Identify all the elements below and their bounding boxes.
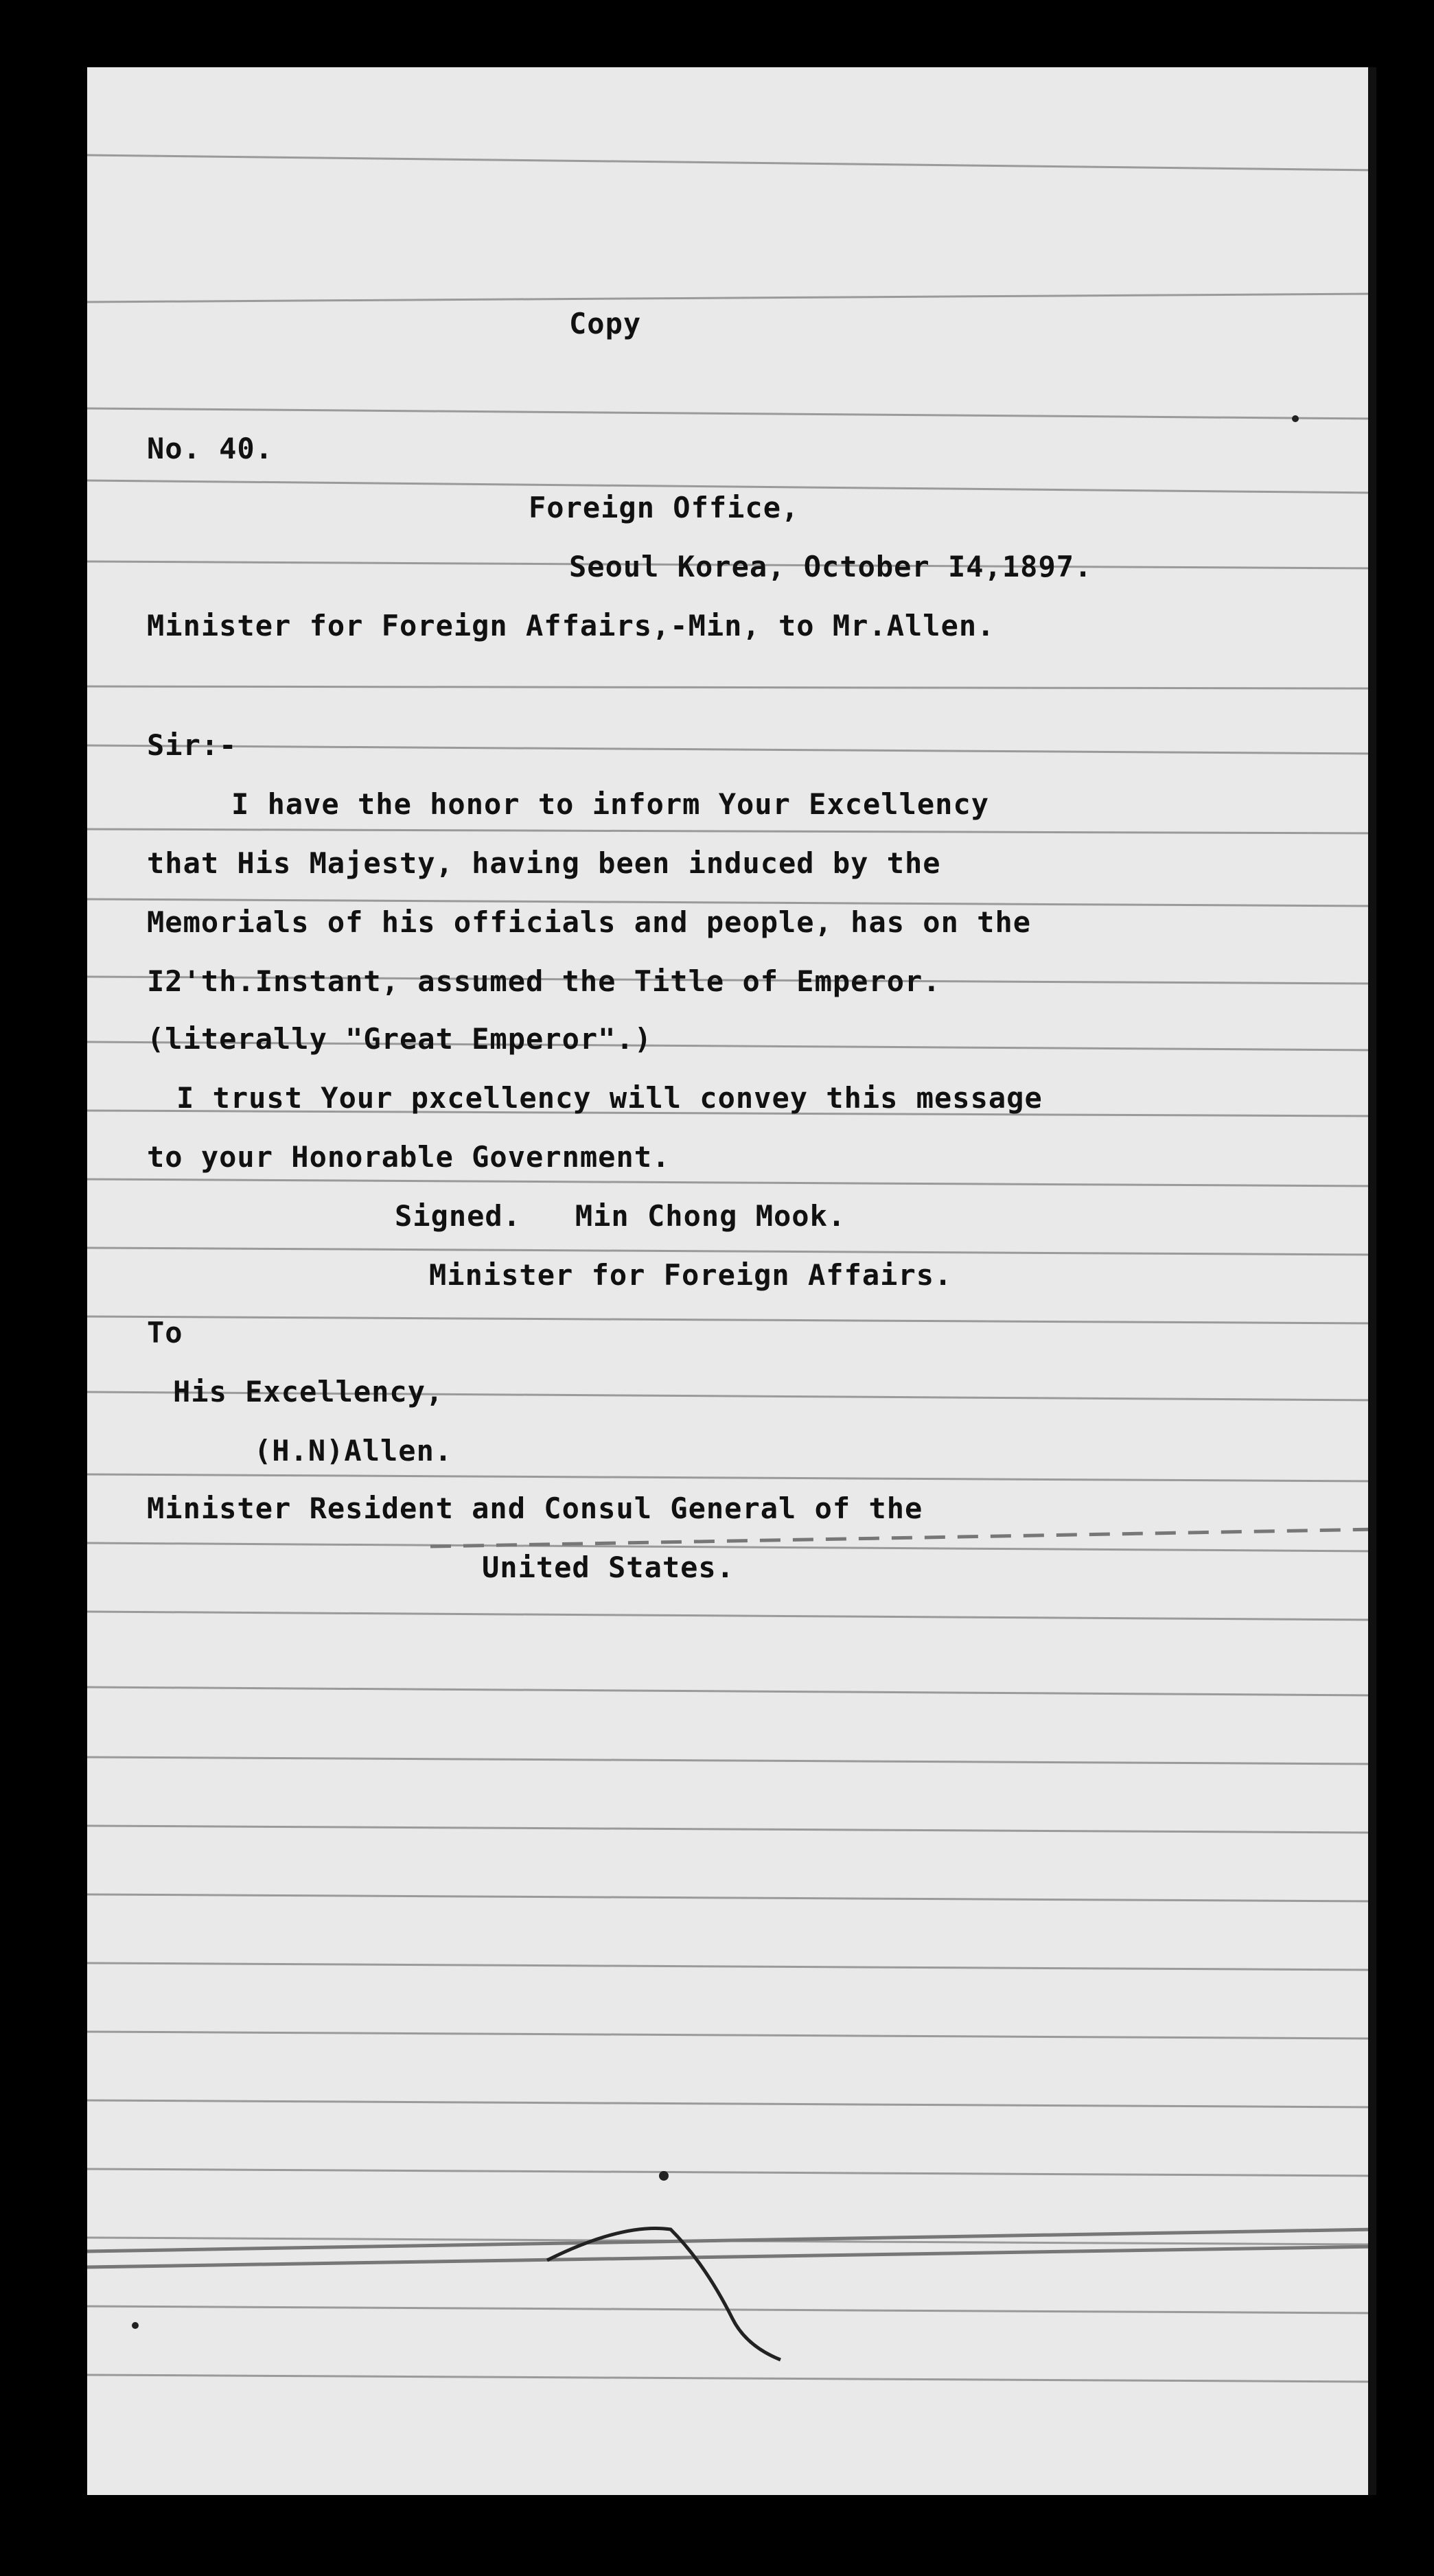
document-heading: Copy: [569, 307, 642, 340]
body-line-2: that His Majesty, having been induced by the: [147, 846, 941, 880]
from-to-line: Minister for Foreign Affairs,-Min, to Mr.Allen.: [147, 609, 995, 642]
salutation: Sir:-: [147, 728, 238, 762]
addressee-line-3: Minister Resident and Consul General of the: [147, 1492, 923, 1525]
signer-title: Minister for Foreign Affairs.: [429, 1258, 953, 1292]
addressee-line-2: (H.N)Allen.: [254, 1434, 453, 1467]
signed-line: Signed. Min Chong Mook.: [395, 1199, 846, 1233]
document-number: No. 40.: [147, 432, 274, 465]
body-line-5: (literally "Great Emperor".): [147, 1022, 653, 1056]
body-line-1: I have the honor to inform Your Excellency: [231, 787, 990, 821]
document-page: [87, 67, 1376, 2495]
to-label: To: [147, 1316, 183, 1349]
addressee-line-1: His Excellency,: [173, 1375, 444, 1408]
addressee-line-4: United States.: [482, 1551, 735, 1584]
body-line-3: Memorials of his officials and people, has on the: [147, 905, 1032, 939]
body-line-4: I2'th.Instant, assumed the Title of Emperor.: [147, 964, 941, 998]
body-line-6: I trust Your pxcellency will convey this message: [176, 1081, 1043, 1115]
page-edge-shadow: [1368, 67, 1376, 2495]
place-date-line: Seoul Korea, October I4,1897.: [569, 550, 1093, 583]
office-line: Foreign Office,: [529, 491, 800, 524]
body-line-7: to your Honorable Government.: [147, 1140, 671, 1174]
